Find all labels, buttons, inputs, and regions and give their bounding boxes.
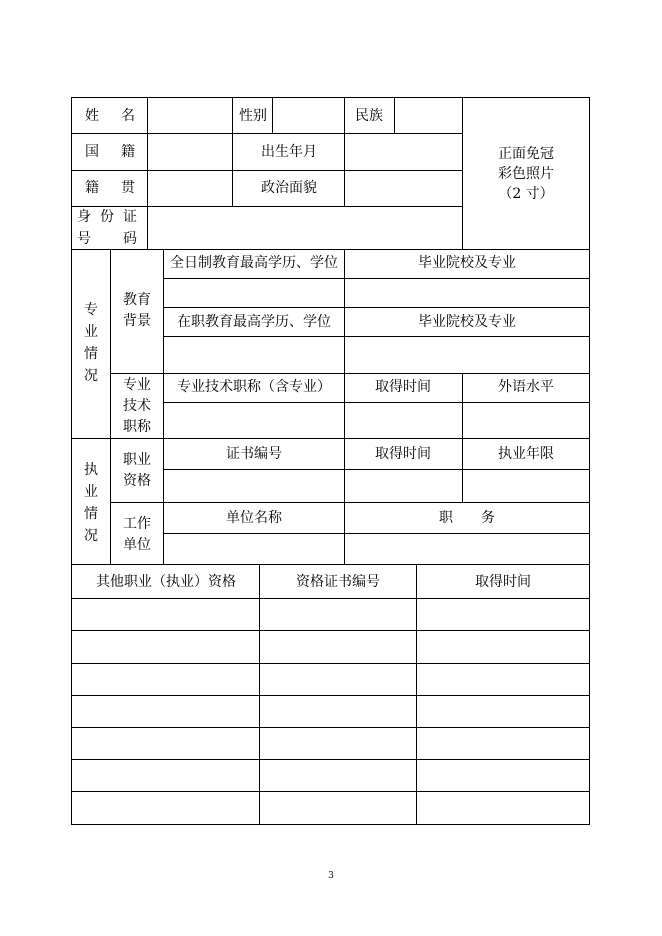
edu-background-line-1: 教育	[123, 292, 151, 308]
photo-label-line-1: 正面免冠	[498, 146, 554, 162]
title-label-line-3: 职称	[123, 419, 151, 435]
practice-years-header: 执业年限	[498, 446, 554, 462]
graduate-school-header-2: 毕业院校及专业	[418, 314, 516, 330]
edu-background-line-2: 背景	[123, 313, 151, 329]
section-practice-char-3: 情	[84, 506, 98, 522]
birth-date-label: 出生年月	[261, 144, 317, 160]
section-practice-char-4: 况	[84, 528, 98, 544]
title-label-line-2: 技术	[123, 398, 151, 414]
id-label-char-4: 号	[77, 231, 91, 247]
native-place-label-char-1: 籍	[85, 180, 99, 196]
section-professional-char-1: 专	[84, 302, 98, 318]
photo-label-line-3: （2 寸）	[498, 186, 554, 202]
work-unit-line-1: 工作	[123, 516, 151, 532]
id-label-char-5: 码	[123, 231, 137, 247]
native-place-label-char-2: 贯	[121, 180, 135, 196]
obtain-time-header-2: 取得时间	[375, 446, 431, 462]
section-practice-char-2: 业	[84, 484, 98, 500]
work-unit-line-2: 单位	[123, 537, 151, 553]
id-label-char-3: 证	[123, 209, 137, 225]
title-label-line-1: 专业	[123, 377, 151, 393]
inservice-edu-header: 在职教育最高学历、学位	[177, 314, 331, 330]
foreign-language-header: 外语水平	[498, 379, 554, 395]
nationality-label-char-2: 籍	[121, 144, 135, 160]
name-label-char-1: 姓	[85, 108, 99, 124]
id-label-char-2: 份	[100, 209, 114, 225]
section-professional-char-2: 业	[84, 324, 98, 340]
page-number: 3	[328, 871, 334, 881]
title-header: 专业技术职称（含专业）	[177, 379, 331, 395]
id-label-char-1: 身	[77, 209, 91, 225]
political-status-label: 政治面貌	[261, 180, 317, 196]
gender-label: 性别	[239, 108, 267, 124]
ethnicity-label: 民族	[355, 108, 383, 124]
obtain-time-header-3: 取得时间	[475, 574, 531, 590]
obtain-time-header-1: 取得时间	[375, 379, 431, 395]
practice-qual-line-2: 资格	[123, 473, 151, 489]
cert-number-header: 证书编号	[226, 446, 282, 462]
photo-label-line-2: 彩色照片	[498, 166, 554, 182]
unit-name-header: 单位名称	[226, 510, 282, 526]
section-professional-char-4: 况	[84, 368, 98, 384]
other-qual-header: 其他职业（执业）资格	[96, 574, 236, 590]
practice-qual-line-1: 职业	[123, 452, 151, 468]
fulltime-edu-header: 全日制教育最高学历、学位	[170, 255, 338, 271]
section-practice-char-1: 执	[84, 462, 98, 478]
position-header: 职 务	[439, 510, 495, 526]
name-label-char-2: 名	[121, 108, 135, 124]
section-professional-char-3: 情	[84, 346, 98, 362]
graduate-school-header-1: 毕业院校及专业	[418, 255, 516, 271]
nationality-label-char-1: 国	[85, 144, 99, 160]
qual-cert-number-header: 资格证书编号	[296, 574, 380, 590]
